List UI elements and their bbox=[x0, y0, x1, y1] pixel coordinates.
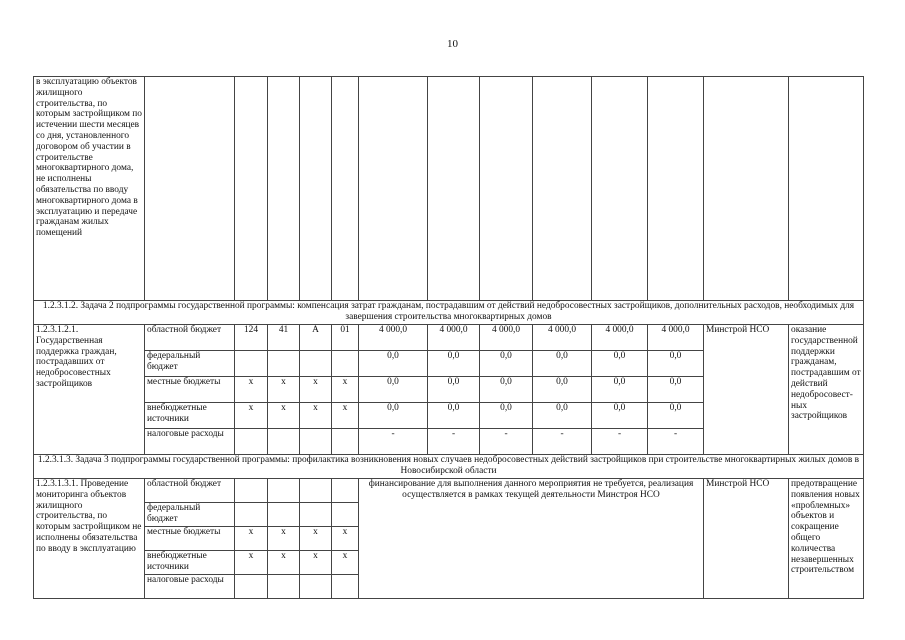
funding-source: налоговые расходы bbox=[145, 575, 235, 599]
value-cell: 0,0 bbox=[648, 377, 704, 403]
code-cell bbox=[332, 503, 359, 527]
code-cell: х bbox=[332, 551, 359, 575]
code-cell: х bbox=[300, 377, 332, 403]
value-cell: 4 000,0 bbox=[359, 325, 428, 351]
code-cell: х bbox=[268, 403, 300, 429]
value-cell: 4 000,0 bbox=[648, 325, 704, 351]
code-cell: А bbox=[300, 325, 332, 351]
task-header-row bbox=[34, 301, 864, 325]
empty-cell bbox=[268, 77, 300, 301]
value-cell: 0,0 bbox=[480, 377, 533, 403]
task3-result: предотвращение появления новых «проблемных» объектов и сокращение общего количества незавершенных строительством bbox=[789, 479, 864, 599]
code-cell bbox=[332, 479, 359, 503]
value-cell: 0,0 bbox=[480, 351, 533, 377]
funding-source: внебюджетные источники bbox=[145, 403, 235, 429]
code-cell bbox=[268, 429, 300, 455]
code-cell bbox=[268, 479, 300, 503]
code-cell bbox=[300, 351, 332, 377]
funding-source: налоговые расходы bbox=[145, 429, 235, 455]
code-cell bbox=[235, 351, 268, 377]
value-cell: 0,0 bbox=[359, 377, 428, 403]
code-cell: х bbox=[268, 377, 300, 403]
task3-financing-note: финансирование для выполнения данного мероприятия не требуется, реализация осуществляется в рамках текущей деятельности Минстроя НСО bbox=[359, 479, 704, 599]
value-cell: 0,0 bbox=[428, 377, 480, 403]
task2-result: оказание государственной поддержки гражданам, пострадавшим от действий недобросовест-ных застройщиков bbox=[789, 325, 864, 455]
code-cell bbox=[300, 429, 332, 455]
code-cell: х bbox=[300, 551, 332, 575]
page-number: 10 bbox=[447, 38, 458, 50]
code-cell: х bbox=[300, 403, 332, 429]
funding-source: федеральный бюджет bbox=[145, 351, 235, 377]
code-cell: х bbox=[235, 377, 268, 403]
value-cell: 0,0 bbox=[480, 403, 533, 429]
value-cell: 0,0 bbox=[648, 351, 704, 377]
continuation-name-cell: в эксплуатацию объектов жилищного строительства, по которым застройщиком по истечении шести месяцев со дня, установленного договором об участии в строительстве многоквартирного дома, не исполнены обязательства по вводу многоквартирного дома в эксплуатацию и передаче гражданам жилых помещений bbox=[34, 77, 145, 301]
code-cell bbox=[332, 351, 359, 377]
code-cell bbox=[332, 575, 359, 599]
value-cell: 0,0 bbox=[359, 351, 428, 377]
code-cell bbox=[300, 503, 332, 527]
task2-item-name: 1.2.3.1.2.1. Государственная поддержка граждан, пострадавших от недобросовестных застройщиков bbox=[34, 325, 145, 455]
program-table bbox=[33, 76, 864, 599]
value-cell: 4 000,0 bbox=[533, 325, 592, 351]
value-cell: 0,0 bbox=[533, 403, 592, 429]
value-cell: 0,0 bbox=[592, 403, 648, 429]
value-cell: 0,0 bbox=[648, 403, 704, 429]
value-cell: 0,0 bbox=[592, 377, 648, 403]
empty-cell bbox=[359, 77, 428, 301]
table-row bbox=[34, 325, 864, 351]
code-cell: х bbox=[332, 377, 359, 403]
code-cell: х bbox=[235, 551, 268, 575]
code-cell: х bbox=[235, 403, 268, 429]
code-cell bbox=[300, 575, 332, 599]
code-cell bbox=[235, 479, 268, 503]
code-cell: х bbox=[268, 551, 300, 575]
code-cell bbox=[268, 575, 300, 599]
funding-source: местные бюджеты bbox=[145, 377, 235, 403]
value-cell: - bbox=[359, 429, 428, 455]
value-cell: 0,0 bbox=[592, 351, 648, 377]
empty-cell bbox=[332, 77, 359, 301]
continuation-row bbox=[34, 77, 864, 301]
code-cell bbox=[332, 429, 359, 455]
funding-source: федеральный бюджет bbox=[145, 503, 235, 527]
code-cell bbox=[235, 503, 268, 527]
task3-executor: Минстрой НСО bbox=[704, 479, 789, 599]
empty-cell bbox=[235, 77, 268, 301]
value-cell: 0,0 bbox=[428, 403, 480, 429]
empty-cell bbox=[592, 77, 648, 301]
task-header-row bbox=[34, 455, 864, 479]
task2-executor: Минстрой НСО bbox=[704, 325, 789, 455]
code-cell bbox=[235, 575, 268, 599]
value-cell: - bbox=[592, 429, 648, 455]
task2-header: 1.2.3.1.2. Задача 2 подпрограммы государственной программы: компенсация затрат гражданам, пострадавшим от действий недобросовестных застройщиков, дополнительных расходов, необходимых для завершения строительства многоквартирных домов bbox=[34, 301, 864, 325]
empty-cell bbox=[300, 77, 332, 301]
code-cell: х bbox=[268, 527, 300, 551]
empty-cell bbox=[480, 77, 533, 301]
code-cell: 124 bbox=[235, 325, 268, 351]
value-cell: - bbox=[428, 429, 480, 455]
table-row bbox=[34, 479, 864, 503]
code-cell: х bbox=[235, 527, 268, 551]
value-cell: 0,0 bbox=[428, 351, 480, 377]
empty-cell bbox=[704, 77, 789, 301]
code-cell: х bbox=[332, 403, 359, 429]
code-cell: 41 bbox=[268, 325, 300, 351]
funding-source: областной бюджет bbox=[145, 325, 235, 351]
code-cell: х bbox=[332, 527, 359, 551]
value-cell: 4 000,0 bbox=[428, 325, 480, 351]
value-cell: - bbox=[648, 429, 704, 455]
code-cell: 01 bbox=[332, 325, 359, 351]
value-cell: 0,0 bbox=[533, 377, 592, 403]
task3-header: 1.2.3.1.3. Задача 3 подпрограммы государственной программы: профилактика возникновения новых случаев недобросовестных действий застройщиков при строительстве многоквартирных жилых домов в Новосибирской области bbox=[34, 455, 864, 479]
code-cell bbox=[300, 479, 332, 503]
value-cell: - bbox=[533, 429, 592, 455]
empty-cell bbox=[648, 77, 704, 301]
empty-cell bbox=[789, 77, 864, 301]
value-cell: - bbox=[480, 429, 533, 455]
funding-source: местные бюджеты bbox=[145, 527, 235, 551]
code-cell: х bbox=[300, 527, 332, 551]
value-cell: 0,0 bbox=[533, 351, 592, 377]
value-cell: 0,0 bbox=[359, 403, 428, 429]
empty-cell bbox=[533, 77, 592, 301]
empty-cell bbox=[145, 77, 235, 301]
value-cell: 4 000,0 bbox=[480, 325, 533, 351]
code-cell bbox=[235, 429, 268, 455]
empty-cell bbox=[428, 77, 480, 301]
code-cell bbox=[268, 351, 300, 377]
value-cell: 4 000,0 bbox=[592, 325, 648, 351]
code-cell bbox=[268, 503, 300, 527]
funding-source: областной бюджет bbox=[145, 479, 235, 503]
funding-source: внебюджетные источники bbox=[145, 551, 235, 575]
task3-item-name: 1.2.3.1.3.1. Проведение мониторинга объектов жилищного строительства, по которым застройщиком не исполнены обязательства по вводу в эксплуатацию bbox=[34, 479, 145, 599]
